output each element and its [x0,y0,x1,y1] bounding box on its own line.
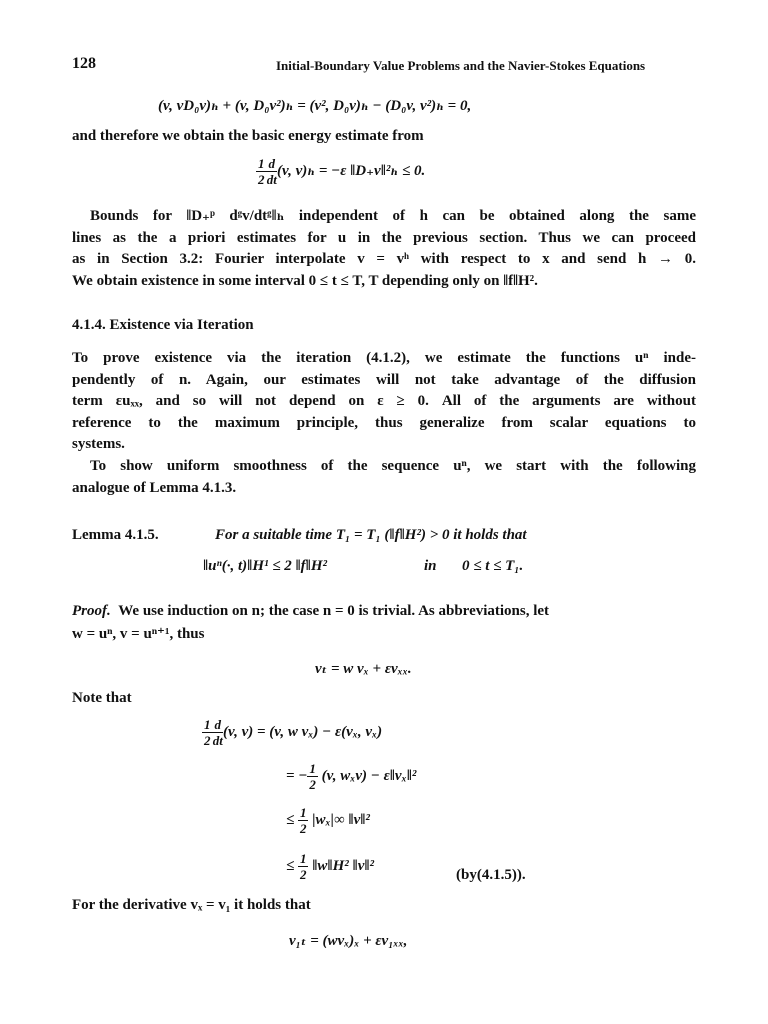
equation-reference: (by(4.1.5)). [456,867,526,883]
lemma-statement: For a suitable time T₁ = T₁ (‖f‖H²) > 0 it holds that [215,527,527,543]
equation-top: (v, vD₀v)ₕ + (v, D₀v²)ₕ = (v², D₀v)ₕ − (D₀v, v²)ₕ = 0, [158,98,472,114]
paragraph-bounds [72,206,696,292]
fraction-d-dt: $\frac{d}{dt}$ [212,717,223,748]
paragraph-line: pendently of n. Again, our estimates will not take advantage of the diffusion [72,371,696,388]
proof-text: We use induction on n; the case n = 0 is trivial. As abbreviations, let [118,603,550,619]
lemma-equation-in: in [424,558,437,574]
paragraph-line: To prove existence via the iteration (4.1.2), we estimate the functions uⁿ inde- [72,350,696,366]
energy-rhs: (v, v)ₕ = −ε ‖D₊v‖²ₕ ≤ 0. [277,162,426,179]
equation-chain-line-3: ≤ $\frac{1}{2}$ |wₓ|∞ ‖v‖² [286,805,370,836]
paragraph-line: We obtain existence in some interval 0 ≤ t ≤ T, T depending only on ‖f‖H². [72,272,538,289]
paragraph-line: To show uniform smoothness of the sequence uⁿ, we start with the following [90,458,696,474]
equation-energy [256,157,425,186]
proof-label: Proof. [72,603,111,619]
fraction-half: $\frac{1}{2}$ [299,851,307,882]
running-title: Initial-Boundary Value Problems and the Navier-Stokes Equations [276,58,646,73]
fraction-half: $\frac{1}{2}$ [299,805,307,836]
page-number: 128 [72,55,96,72]
lemma-equation-range: 0 ≤ t ≤ T₁. [462,558,524,574]
chain-line-1-text: (v, v) = (v, w vₓ) − ε(vₓ, vₓ) [223,723,383,740]
equation-chain-line-4: ≤ $\frac{1}{2}$ ‖w‖H² ‖v‖² [286,851,375,882]
fraction-half: $\frac{1}{2}$ [309,761,316,792]
note-that: Note that [72,690,132,706]
proof-line-2: w = uⁿ, v = uⁿ⁺¹, thus [72,626,205,642]
paragraph-line: systems. [72,436,125,452]
equation-chain-line-1 [202,718,382,747]
paragraph-line: reference to the maximum principle, thus generalize from scalar equations to [72,414,696,431]
paragraph-line: lines as the a priori estimates for u in the previous section. Thus we can proceed [72,229,696,246]
equation-last: v₁ₜ = (wvₓ)ₓ + εv₁ₓₓ, [289,933,408,949]
lemma-equation-lhs: ‖uⁿ(·, t)‖H¹ ≤ 2 ‖f‖H² [203,558,328,574]
paragraph-line: as in Section 3.2: Fourier interpolate v = vʰ with respect to x and send h → 0. [72,251,696,267]
fraction-half: $\frac{1}{2}$ [204,717,211,748]
fraction-half: $\frac{1}{2}$ [258,156,265,187]
energy-intro-line: and therefore we obtain the basic energy estimate from [72,128,424,144]
lemma-label: Lemma 4.1.5. [72,527,159,543]
equation-chain-line-2: = − $\frac{1}{2}$ (v, wₓv) − ε‖vₓ‖² [286,761,417,792]
paragraph-line: analogue of Lemma 4.1.3. [72,479,237,496]
paragraph-smoothness [72,456,696,499]
derivative-line: For the derivative vₓ = v₁ it holds that [72,897,311,913]
paragraph-iteration [72,348,696,456]
fraction-d-dt: $\frac{d}{dt}$ [266,156,277,187]
proof-line-1 [72,603,549,620]
paragraph-line: Bounds for ‖D₊ᵖ dᵍv/dtᵍ‖ₕ independent of h can be obtained along the same [90,208,696,224]
paragraph-line: term εuₓₓ, and so will not depend on ε ≥ 0. All of the arguments are without [72,393,696,409]
equation-vt: vₜ = w vₓ + εvₓₓ. [315,661,412,677]
section-heading: 4.1.4. Existence via Iteration [72,317,254,333]
